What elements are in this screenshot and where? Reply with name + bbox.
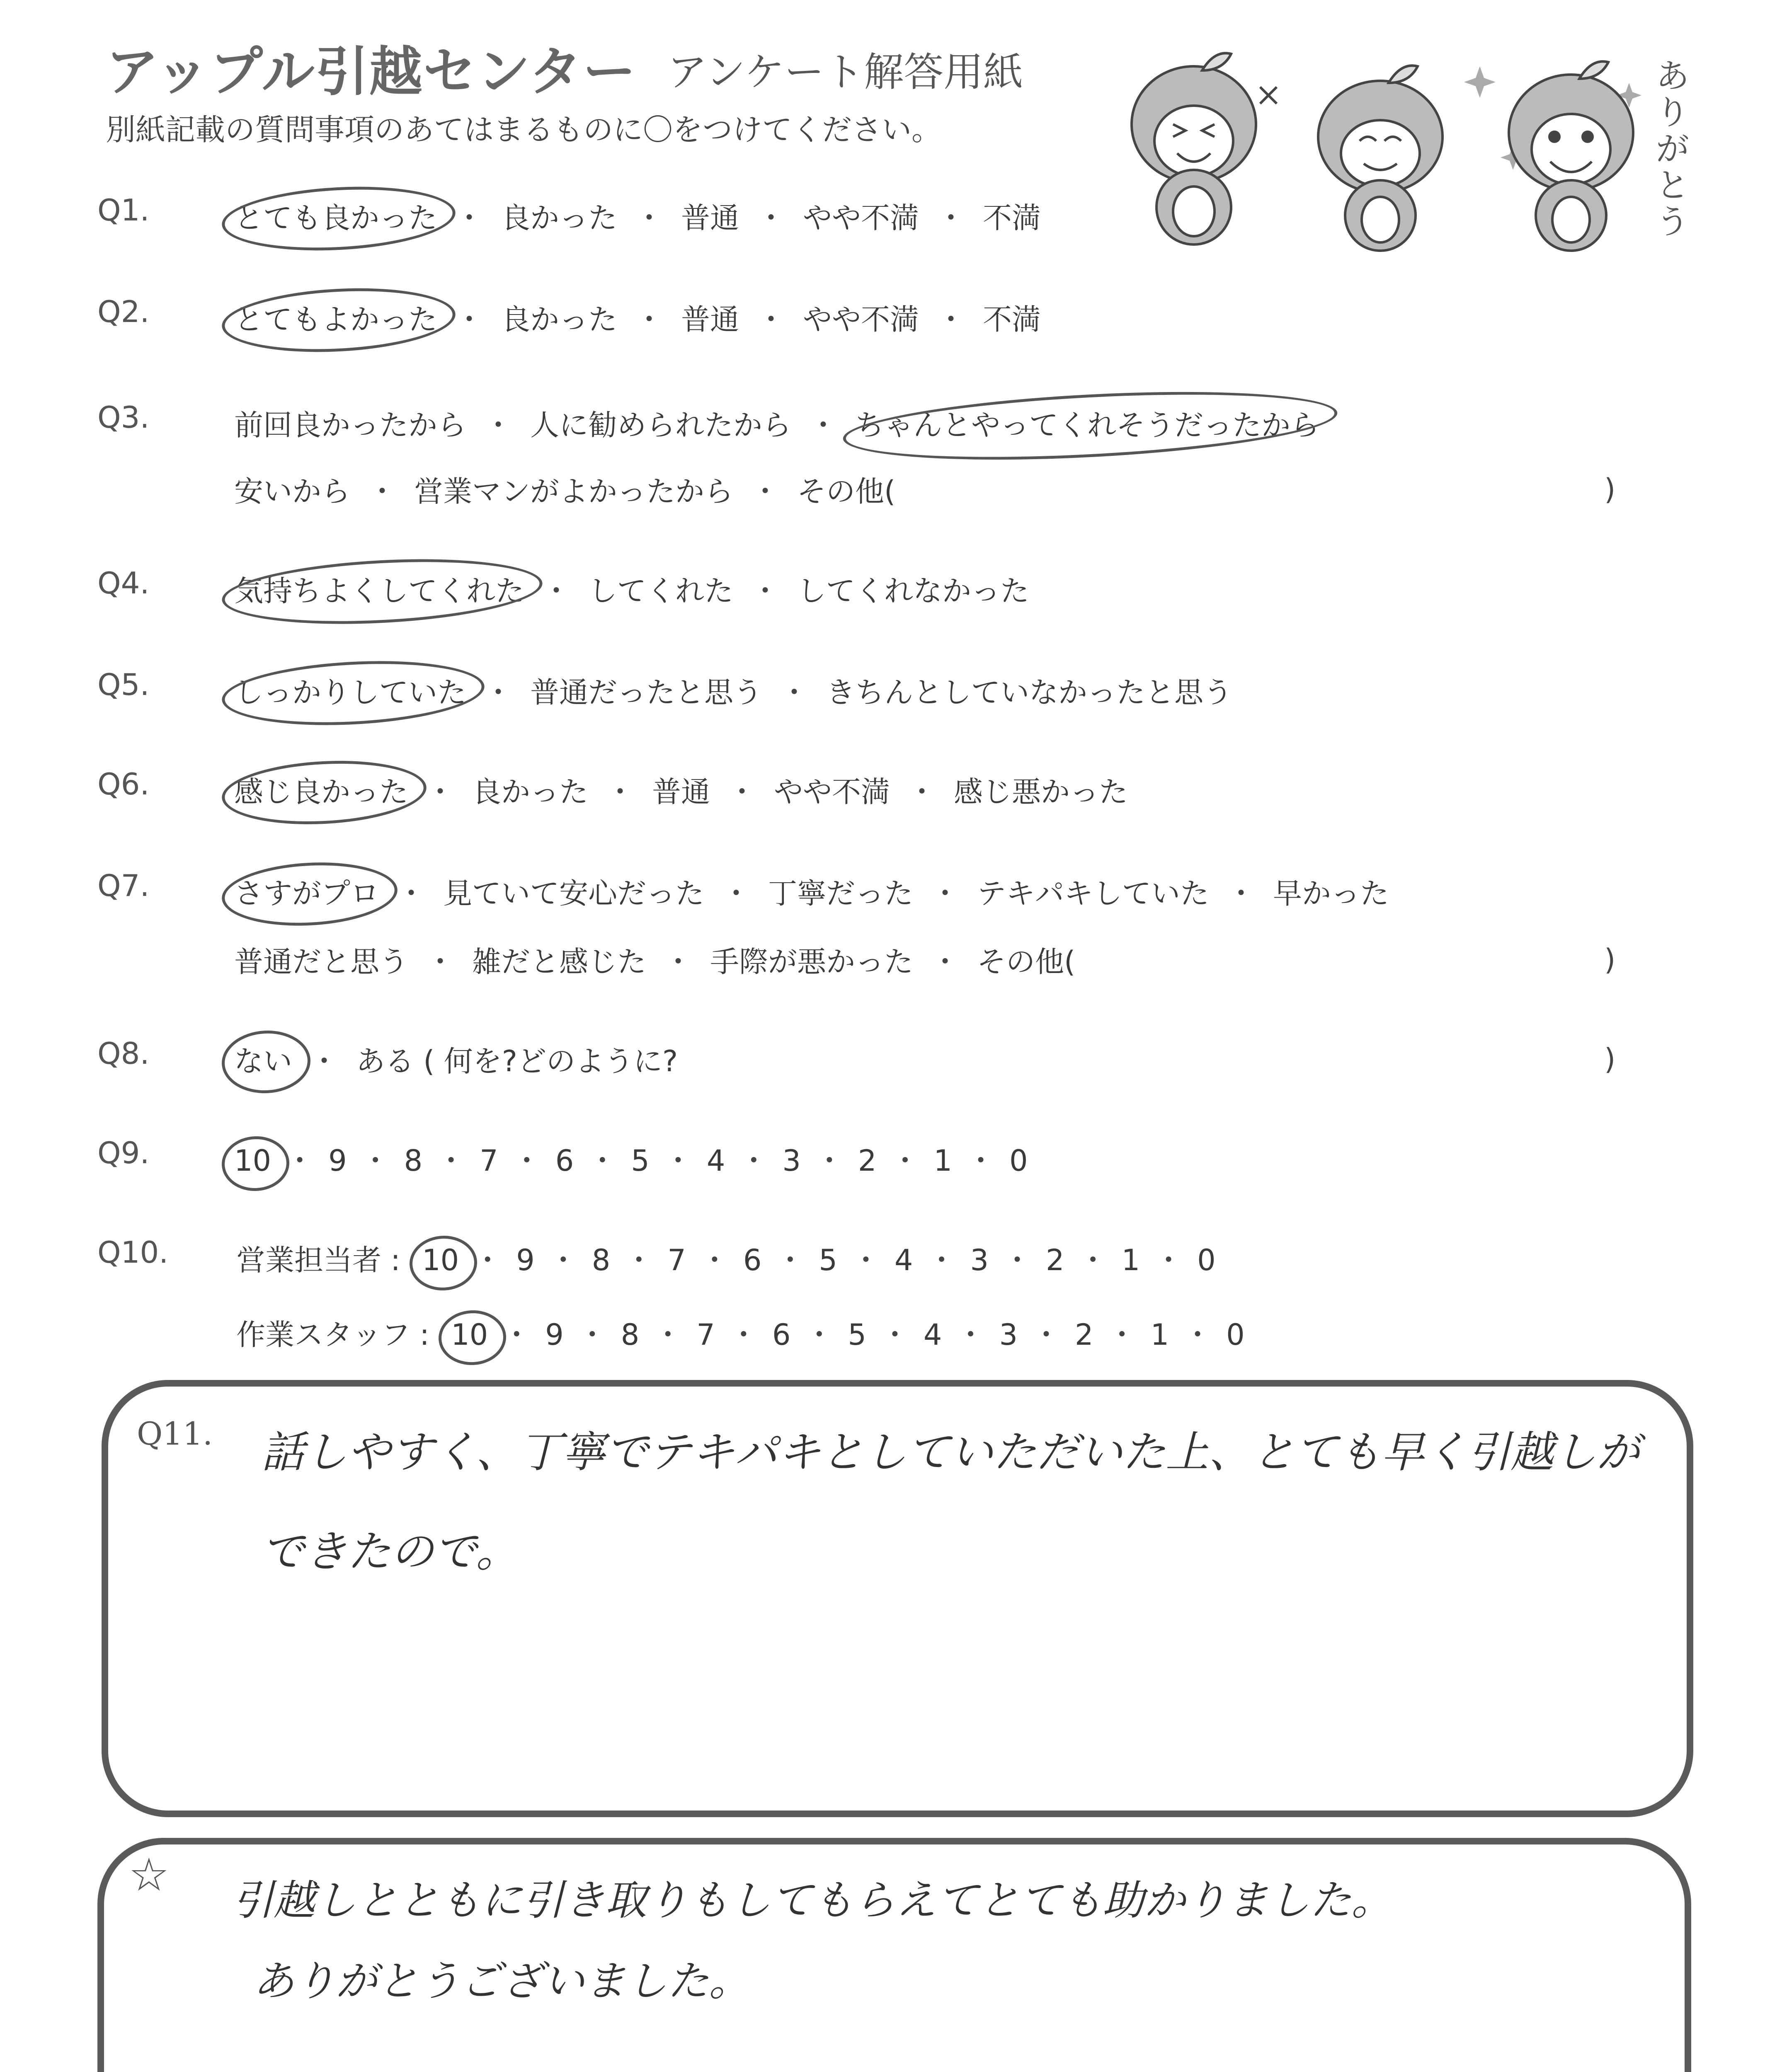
option-separator: ・: [880, 1318, 909, 1352]
answer-option[interactable]: 4: [706, 1144, 725, 1178]
option-separator: ・: [805, 1318, 834, 1352]
answer-option[interactable]: 0: [1009, 1144, 1028, 1178]
rating-option[interactable]: 8: [621, 1318, 640, 1352]
option-separator: ・: [851, 1243, 880, 1277]
answer-option[interactable]: きちんとしていなかったと思う: [826, 675, 1232, 709]
option-separator: ・: [756, 201, 786, 235]
answer-option[interactable]: やや不満: [803, 201, 919, 235]
question-options-row: [234, 1138, 1028, 1179]
question-label: Q9.: [97, 1135, 150, 1170]
option-separator: ・: [809, 408, 838, 442]
question-options-row: [234, 870, 1389, 912]
rating-option[interactable]: 10: [422, 1243, 459, 1277]
option-separator: ・: [1078, 1243, 1108, 1277]
option-separator: ・: [512, 1144, 541, 1178]
rating-option[interactable]: 6: [772, 1318, 791, 1352]
rating-option[interactable]: 3: [999, 1318, 1018, 1352]
option-separator: ・: [776, 1243, 805, 1277]
question-options-row: [234, 195, 1041, 237]
rating-option[interactable]: 7: [696, 1318, 715, 1352]
option-separator: ・: [927, 1243, 956, 1277]
option-separator: ・: [1183, 1318, 1212, 1352]
option-separator: ・: [1107, 1318, 1137, 1352]
answer-option[interactable]: 不満: [983, 303, 1041, 336]
question-label: Q2.: [97, 294, 150, 329]
answer-option[interactable]: 5: [631, 1144, 650, 1178]
answer-option[interactable]: 3: [782, 1144, 801, 1178]
star-icon: ☆: [128, 1848, 170, 1901]
rating-option[interactable]: 6: [743, 1243, 762, 1277]
option-separator: ・: [368, 474, 397, 508]
option-separator: ・: [361, 1144, 390, 1178]
rating-option[interactable]: 9: [545, 1318, 564, 1352]
option-separator: ・: [577, 1318, 607, 1352]
option-separator: ・: [1032, 1318, 1061, 1352]
answer-option[interactable]: ちゃんとやってくれそうだったから: [855, 408, 1319, 442]
option-separator: ・: [739, 1144, 769, 1178]
form-subtitle: アンケート解答用紙: [667, 49, 1023, 95]
option-separator: ・: [542, 574, 571, 608]
option-separator: ・: [966, 1144, 995, 1178]
answer-option[interactable]: 6: [555, 1144, 574, 1178]
rating-option[interactable]: 4: [923, 1318, 942, 1352]
rating-option[interactable]: 10: [451, 1318, 488, 1352]
rating-option[interactable]: 5: [848, 1318, 866, 1352]
question-label: Q7.: [97, 868, 150, 903]
option-separator: ・: [727, 775, 756, 809]
option-separator: ・: [484, 408, 513, 442]
answer-option[interactable]: 2: [858, 1144, 877, 1178]
option-separator: ・: [729, 1318, 758, 1352]
answer-option[interactable]: 丁寧だった: [768, 876, 913, 910]
rating-option[interactable]: 1: [1150, 1318, 1169, 1352]
answer-option[interactable]: 安いから: [234, 474, 350, 508]
q11-answer-line1: 話しやすく、丁寧でテキパキとしていただいた上、とても早く引越しが: [261, 1427, 1640, 1477]
answer-option[interactable]: 良かった: [501, 201, 617, 235]
answer-option[interactable]: さすがプロ: [234, 876, 379, 910]
option-separator: ・: [635, 201, 664, 235]
answer-option[interactable]: 普通: [681, 201, 739, 235]
question-options-row: [234, 669, 1232, 711]
rating-option[interactable]: 1: [1121, 1243, 1140, 1277]
answer-option[interactable]: 10: [234, 1144, 272, 1178]
option-separator: ・: [936, 201, 965, 235]
option-separator: ・: [956, 1318, 985, 1352]
q10-staff-scale: [451, 1318, 1245, 1352]
answer-option[interactable]: 気持ちよくしてくれた: [234, 574, 524, 608]
option-separator: ・: [751, 474, 780, 508]
q10-staff-label: 作業スタッフ :: [236, 1318, 429, 1352]
answer-option[interactable]: その他(: [797, 474, 896, 508]
option-separator: ・: [780, 675, 809, 709]
option-separator: ・: [548, 1243, 578, 1277]
rating-option[interactable]: 0: [1226, 1318, 1245, 1352]
q10-row-sales: [236, 1237, 1216, 1279]
option-separator: ・: [436, 1144, 466, 1178]
answer-option[interactable]: 感じ悪かった: [954, 775, 1128, 809]
option-separator: ・: [931, 876, 960, 910]
option-separator: ・: [426, 945, 455, 979]
closing-paren: ): [1604, 1042, 1616, 1076]
option-separator: ・: [473, 1243, 502, 1277]
option-separator: ・: [455, 303, 484, 336]
q10-sales-scale: [422, 1243, 1216, 1277]
answer-option[interactable]: とても良かった: [234, 201, 437, 235]
rating-option[interactable]: 7: [667, 1243, 686, 1277]
answer-option[interactable]: 良かった: [472, 775, 588, 809]
option-separator: ・: [664, 945, 693, 979]
option-separator: ・: [700, 1243, 729, 1277]
answer-option[interactable]: 早かった: [1273, 876, 1389, 910]
form-instruction: 別紙記載の質問事項のあてはまるものに〇をつけてください。: [106, 112, 942, 147]
option-separator: ・: [1227, 876, 1256, 910]
option-separator: ・: [936, 303, 965, 336]
answer-option[interactable]: 普通: [652, 775, 710, 809]
closing-paren: ): [1604, 943, 1616, 977]
question-options-row: [234, 568, 1029, 610]
comment-line2: ありがとうございました。: [253, 1957, 750, 2005]
option-separator: ・: [907, 775, 936, 809]
option-separator: ・: [455, 201, 484, 235]
answer-option[interactable]: 8: [404, 1144, 423, 1178]
answer-option[interactable]: 7: [480, 1144, 498, 1178]
answer-option[interactable]: 普通だと思う: [234, 945, 408, 979]
answer-option[interactable]: 手際が悪かった: [710, 945, 913, 979]
question-label: Q6.: [97, 767, 150, 801]
answer-option[interactable]: 普通だったと思う: [530, 675, 762, 709]
comment-line1: 引越しとともに引き取りもしてもらえてとても助かりました。: [232, 1876, 1393, 1924]
option-separator: ・: [931, 945, 960, 979]
answer-option[interactable]: しっかりしていた: [234, 675, 466, 709]
option-separator: ・: [588, 1144, 617, 1178]
question-options-row: [234, 939, 1075, 980]
rating-option[interactable]: 8: [592, 1243, 611, 1277]
option-separator: ・: [1154, 1243, 1183, 1277]
answer-option[interactable]: してくれた: [588, 574, 733, 608]
q10-row-staff: [236, 1312, 1245, 1353]
rating-option[interactable]: 3: [970, 1243, 989, 1277]
answer-option[interactable]: やや不満: [774, 775, 890, 809]
option-separator: ・: [663, 1144, 693, 1178]
option-separator: ・: [653, 1318, 683, 1352]
option-separator: ・: [426, 775, 455, 809]
option-separator: ・: [1003, 1243, 1032, 1277]
question-options-row: [234, 296, 1041, 338]
answer-option[interactable]: 雑だと感じた: [472, 945, 646, 979]
answer-option[interactable]: 9: [328, 1144, 347, 1178]
question-label: Q5.: [97, 667, 150, 702]
question-label: Q8.: [97, 1036, 150, 1071]
answer-option[interactable]: 人に勧められたから: [530, 408, 791, 442]
option-separator: ・: [606, 775, 635, 809]
answer-option[interactable]: 感じ良かった: [234, 775, 408, 809]
mascot-illustration: [1115, 41, 1704, 257]
rating-option[interactable]: 5: [819, 1243, 837, 1277]
answer-option[interactable]: その他(: [977, 945, 1076, 979]
rating-option[interactable]: 0: [1197, 1243, 1216, 1277]
question-options-row: [234, 1038, 678, 1080]
q11-answer-line2: できたので。: [261, 1526, 519, 1577]
answer-option[interactable]: 見ていて安心だった: [443, 876, 704, 910]
option-separator: ・: [635, 303, 664, 336]
question-label: Q4.: [97, 566, 150, 600]
question-label: Q1.: [97, 193, 150, 228]
answer-option[interactable]: 1: [933, 1144, 952, 1178]
question-options-row: [234, 468, 895, 510]
option-separator: ・: [890, 1144, 920, 1178]
answer-option[interactable]: してくれなかった: [797, 574, 1029, 608]
answer-option[interactable]: テキパキしていた: [977, 876, 1209, 910]
answer-option[interactable]: とてもよかった: [234, 303, 437, 336]
option-separator: ・: [751, 574, 780, 608]
question-label: Q3.: [97, 400, 150, 435]
mascot-thanks-text: ありがとう: [1656, 57, 1689, 241]
option-separator: ・: [502, 1318, 531, 1352]
form-title: アップル引越センター: [106, 41, 637, 103]
q10-label: Q10.: [97, 1235, 169, 1270]
option-separator: ・: [722, 876, 751, 910]
option-separator: ・: [756, 303, 786, 336]
answer-option[interactable]: ない: [234, 1044, 292, 1078]
rating-option[interactable]: 2: [1075, 1318, 1093, 1352]
answer-option[interactable]: やや不満: [803, 303, 919, 336]
option-separator: ・: [310, 1044, 339, 1078]
answer-option[interactable]: ある ( 何を?どのように?: [356, 1044, 678, 1078]
answer-option[interactable]: 営業マンがよかったから: [414, 474, 733, 508]
answer-option[interactable]: 普通: [681, 303, 739, 336]
rating-option[interactable]: 2: [1046, 1243, 1064, 1277]
rating-option[interactable]: 4: [894, 1243, 913, 1277]
rating-option[interactable]: 9: [516, 1243, 535, 1277]
answer-option[interactable]: 良かった: [501, 303, 617, 336]
q11-label: Q11.: [137, 1415, 213, 1452]
question-options-row: [234, 402, 1319, 444]
option-separator: ・: [624, 1243, 654, 1277]
option-separator: ・: [815, 1144, 844, 1178]
option-separator: ・: [397, 876, 426, 910]
answer-option[interactable]: 前回良かったから: [234, 408, 466, 442]
closing-paren: ): [1604, 472, 1616, 506]
option-separator: ・: [285, 1144, 315, 1178]
answer-option[interactable]: 不満: [983, 201, 1041, 235]
question-options-row: [234, 769, 1128, 811]
option-separator: ・: [484, 675, 513, 709]
q10-sales-label: 営業担当者 :: [236, 1243, 400, 1277]
